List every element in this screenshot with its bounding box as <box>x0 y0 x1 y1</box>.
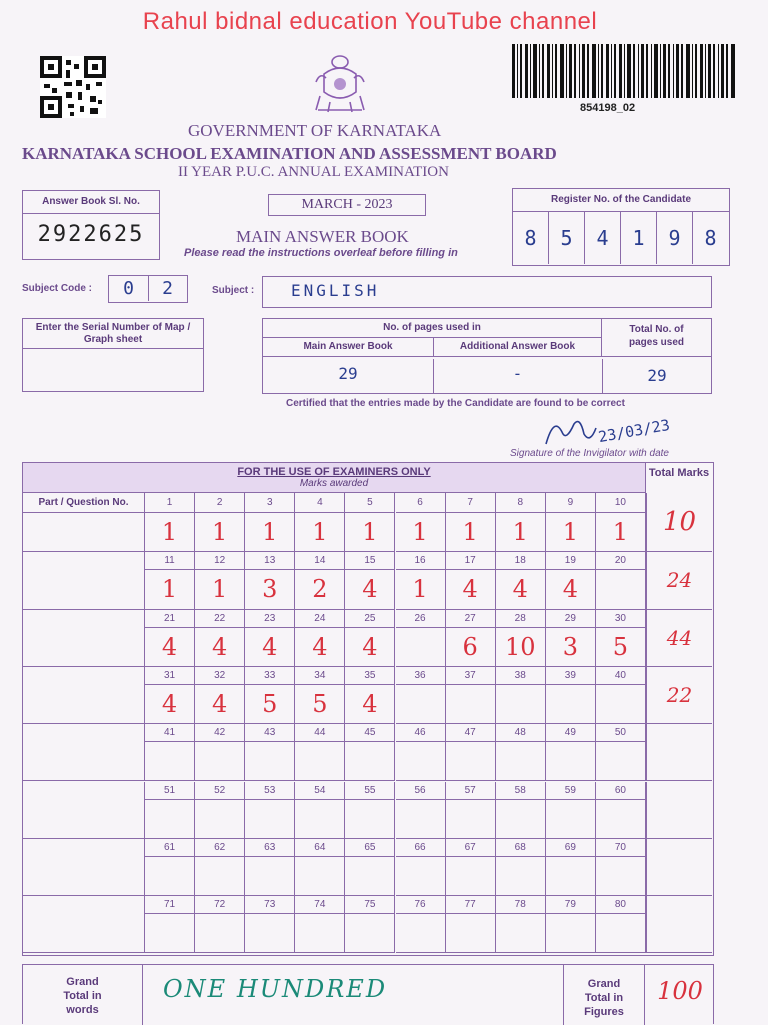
mark-cell <box>496 914 546 953</box>
question-number: 78 <box>496 896 546 914</box>
register-digit: 8 <box>513 212 549 264</box>
question-number: 70 <box>596 839 646 857</box>
question-number: 34 <box>295 667 345 685</box>
header-line-3: II YEAR P.U.C. ANNUAL EXAMINATION <box>178 164 449 180</box>
mark-cell: 1 <box>396 570 446 609</box>
barcode-icon <box>512 44 744 102</box>
question-number: 29 <box>546 610 596 628</box>
mark-cell <box>195 914 245 953</box>
subject-value: ENGLISH <box>291 281 380 300</box>
mark-cell <box>245 742 295 781</box>
mark-cell <box>546 857 596 896</box>
mark-cell <box>245 914 295 953</box>
question-number: 27 <box>446 610 496 628</box>
mark-cell <box>396 914 446 953</box>
question-number: 72 <box>195 896 245 914</box>
question-number: 45 <box>345 724 395 742</box>
subject-code-digit: 2 <box>162 278 173 299</box>
part-cell <box>23 610 145 667</box>
question-number: 39 <box>546 667 596 685</box>
main-book-label: Main Answer Book <box>263 338 434 357</box>
mark-cell: 1 <box>245 513 295 552</box>
mark-cell: 4 <box>345 685 395 724</box>
mark-cell <box>596 685 646 724</box>
mark-cell: 3 <box>245 570 295 609</box>
mark-cell <box>596 914 646 953</box>
subject-label: Subject : <box>212 285 255 296</box>
grand-total-words-label: Grand Total in words <box>23 965 143 1025</box>
question-number: 62 <box>195 839 245 857</box>
question-number: 49 <box>546 724 596 742</box>
mark-cell <box>345 742 395 781</box>
invigilator-signature <box>540 414 600 450</box>
question-number: 5 <box>345 493 395 513</box>
mark-cell <box>396 628 446 667</box>
mark-cell <box>546 800 596 839</box>
question-number: 1 <box>145 493 195 513</box>
grand-total-words-value: ONE HUNDRED <box>163 975 388 1003</box>
examiners-title: FOR THE USE OF EXAMINERS ONLY <box>237 466 431 478</box>
mark-cell <box>446 914 496 953</box>
mark-cell <box>496 857 546 896</box>
main-answer-book-title: MAIN ANSWER BOOK <box>236 227 409 246</box>
subject-code-box <box>108 275 188 303</box>
mark-cell: 4 <box>295 628 345 667</box>
subject-code-digit: 0 <box>109 276 149 301</box>
mark-cell: 4 <box>345 628 395 667</box>
part-cell <box>23 513 145 552</box>
question-number: 22 <box>195 610 245 628</box>
mark-cell: 1 <box>295 513 345 552</box>
question-number: 51 <box>145 782 195 800</box>
mark-cell: 4 <box>145 685 195 724</box>
question-number: 80 <box>596 896 646 914</box>
mark-cell <box>446 857 496 896</box>
mark-cell <box>145 800 195 839</box>
question-number: 65 <box>345 839 395 857</box>
mark-cell: 4 <box>195 628 245 667</box>
question-number: 50 <box>596 724 646 742</box>
mark-cell: 5 <box>596 628 646 667</box>
mark-cell <box>345 857 395 896</box>
question-number: 44 <box>295 724 345 742</box>
mark-cell <box>496 742 546 781</box>
header-line-1: GOVERNMENT OF KARNATAKA <box>188 121 442 140</box>
mark-cell: 4 <box>145 628 195 667</box>
question-number: 46 <box>396 724 446 742</box>
part-question-label: Part / Question No. <box>23 493 145 513</box>
question-number: 76 <box>396 896 446 914</box>
mark-cell: 1 <box>145 570 195 609</box>
mark-cell: 1 <box>596 513 646 552</box>
certified-text: Certified that the entries made by the Candidate are found to be correct <box>286 398 625 409</box>
mark-cell <box>496 800 546 839</box>
question-number: 63 <box>245 839 295 857</box>
question-number: 60 <box>596 782 646 800</box>
examiners-table <box>22 462 714 956</box>
mark-cell: 4 <box>496 570 546 609</box>
mark-cell <box>396 857 446 896</box>
mark-cell <box>596 800 646 839</box>
row-total-mark: 10 <box>646 493 712 552</box>
question-number: 37 <box>446 667 496 685</box>
question-number: 23 <box>245 610 295 628</box>
mark-cell <box>345 914 395 953</box>
register-digit: 4 <box>585 212 621 264</box>
part-cell <box>23 667 145 724</box>
mark-cell: 1 <box>145 513 195 552</box>
mark-cell <box>295 800 345 839</box>
question-number: 58 <box>496 782 546 800</box>
map-sheet-box <box>22 318 204 392</box>
part-cell <box>23 782 145 839</box>
additional-book-pages: - <box>512 364 523 383</box>
question-number: 18 <box>496 552 546 570</box>
total-pages-value: 29 <box>602 359 711 393</box>
mark-cell: 4 <box>195 685 245 724</box>
mark-cell <box>145 742 195 781</box>
row-total-mark: 44 <box>646 610 712 667</box>
grand-total-box <box>22 964 714 1024</box>
mark-cell: 1 <box>396 513 446 552</box>
question-number: 47 <box>446 724 496 742</box>
mark-cell <box>546 914 596 953</box>
mark-cell <box>195 800 245 839</box>
question-number: 66 <box>396 839 446 857</box>
mark-cell <box>446 800 496 839</box>
question-number: 36 <box>396 667 446 685</box>
mark-cell: 1 <box>195 570 245 609</box>
part-cell <box>23 839 145 896</box>
mark-cell <box>295 914 345 953</box>
question-number: 79 <box>546 896 596 914</box>
row-total-mark <box>646 724 712 781</box>
row-total-mark <box>646 782 712 839</box>
invigilator-date: 23/03/23 <box>596 415 672 447</box>
register-number-label: Register No. of the Candidate <box>513 189 729 212</box>
question-number: 56 <box>396 782 446 800</box>
question-number: 8 <box>496 493 546 513</box>
question-number: 21 <box>145 610 195 628</box>
mark-cell <box>496 685 546 724</box>
part-cell <box>23 552 145 609</box>
question-number: 61 <box>145 839 195 857</box>
mark-cell: 4 <box>345 570 395 609</box>
mark-cell <box>396 742 446 781</box>
question-number: 77 <box>446 896 496 914</box>
pages-used-header: No. of pages used in <box>263 319 601 338</box>
subject-box <box>262 276 712 308</box>
question-number: 25 <box>345 610 395 628</box>
mark-cell <box>245 800 295 839</box>
mark-cell: 5 <box>245 685 295 724</box>
answer-book-serial-value: 2922625 <box>37 222 145 247</box>
mark-cell: 4 <box>446 570 496 609</box>
mark-cell <box>145 857 195 896</box>
mark-cell: 5 <box>295 685 345 724</box>
question-number: 6 <box>396 493 446 513</box>
mark-cell <box>396 800 446 839</box>
mark-cell <box>345 800 395 839</box>
question-number: 71 <box>145 896 195 914</box>
register-digit: 5 <box>549 212 585 264</box>
examiners-subtitle: Marks awarded <box>299 478 369 489</box>
mark-cell <box>596 742 646 781</box>
question-number: 14 <box>295 552 345 570</box>
question-number: 7 <box>446 493 496 513</box>
question-number: 19 <box>546 552 596 570</box>
part-cell <box>23 896 145 953</box>
question-number: 48 <box>496 724 546 742</box>
question-number: 20 <box>596 552 646 570</box>
watermark-text: Rahul bidnal education YouTube channel <box>142 8 598 35</box>
qr-code-icon <box>40 56 106 118</box>
question-number: 12 <box>195 552 245 570</box>
pages-used-box <box>262 318 712 394</box>
mark-cell <box>446 685 496 724</box>
examiners-header <box>23 463 646 493</box>
register-digit: 8 <box>704 226 717 250</box>
mark-cell: 10 <box>496 628 546 667</box>
mark-cell <box>596 857 646 896</box>
additional-book-label: Additional Answer Book <box>434 338 601 357</box>
total-marks-header: Total Marks <box>648 467 710 479</box>
question-number: 43 <box>245 724 295 742</box>
fill-instruction: Please read the instructions overleaf before filling in <box>184 247 458 259</box>
karnataka-emblem-icon <box>312 52 368 114</box>
row-total-mark: 22 <box>646 667 712 724</box>
answer-book-serial-label: Answer Book Sl. No. <box>23 191 159 214</box>
question-number: 33 <box>245 667 295 685</box>
main-book-pages: 29 <box>263 359 434 393</box>
question-number: 69 <box>546 839 596 857</box>
question-number: 32 <box>195 667 245 685</box>
mark-cell <box>145 914 195 953</box>
question-number: 41 <box>145 724 195 742</box>
question-number: 59 <box>546 782 596 800</box>
mark-cell <box>446 742 496 781</box>
question-number: 54 <box>295 782 345 800</box>
mark-cell: 1 <box>345 513 395 552</box>
question-number: 42 <box>195 724 245 742</box>
question-number: 24 <box>295 610 345 628</box>
question-number: 15 <box>345 552 395 570</box>
question-number: 11 <box>145 552 195 570</box>
mark-cell: 2 <box>295 570 345 609</box>
mark-cell <box>295 742 345 781</box>
question-number: 13 <box>245 552 295 570</box>
total-pages-label: Total No. of pages used <box>601 319 711 357</box>
question-number: 38 <box>496 667 546 685</box>
question-number: 16 <box>396 552 446 570</box>
mark-cell: 1 <box>446 513 496 552</box>
invigilator-label: Signature of the Invigilator with date <box>510 448 669 459</box>
mark-cell: 1 <box>546 513 596 552</box>
exam-month: MARCH - 2023 <box>301 197 393 212</box>
question-number: 73 <box>245 896 295 914</box>
question-number: 10 <box>596 493 646 513</box>
question-number: 26 <box>396 610 446 628</box>
question-number: 64 <box>295 839 345 857</box>
mark-cell <box>546 742 596 781</box>
mark-cell <box>245 857 295 896</box>
question-number: 2 <box>195 493 245 513</box>
row-total-mark <box>646 896 712 953</box>
question-number: 67 <box>446 839 496 857</box>
question-number: 30 <box>596 610 646 628</box>
grand-total-figures-value: 100 <box>657 977 703 1005</box>
question-number: 68 <box>496 839 546 857</box>
row-total-mark <box>646 839 712 896</box>
question-number: 28 <box>496 610 546 628</box>
question-number: 9 <box>546 493 596 513</box>
question-number: 4 <box>295 493 345 513</box>
question-number: 52 <box>195 782 245 800</box>
question-number: 31 <box>145 667 195 685</box>
exam-month-box <box>268 194 426 216</box>
register-digit: 9 <box>657 212 693 264</box>
grand-total-figures-label: Grand Total in Figures <box>563 965 645 1025</box>
mark-cell: 4 <box>546 570 596 609</box>
question-number: 40 <box>596 667 646 685</box>
question-number: 35 <box>345 667 395 685</box>
question-number: 3 <box>245 493 295 513</box>
mark-cell <box>195 857 245 896</box>
header-line-2: KARNATAKA SCHOOL EXAMINATION AND ASSESSMENT BOARD <box>22 144 557 163</box>
mark-cell: 1 <box>195 513 245 552</box>
question-number: 53 <box>245 782 295 800</box>
mark-cell <box>295 857 345 896</box>
question-number: 55 <box>345 782 395 800</box>
mark-cell <box>596 570 646 609</box>
map-sheet-label: Enter the Serial Number of Map / Graph sheet <box>23 319 203 349</box>
mark-cell <box>195 742 245 781</box>
register-digit: 1 <box>621 212 657 264</box>
mark-cell: 4 <box>245 628 295 667</box>
register-number-box <box>512 188 730 266</box>
question-number: 17 <box>446 552 496 570</box>
row-total-mark: 24 <box>646 552 712 609</box>
answer-book-serial-box <box>22 190 160 260</box>
subject-code-label: Subject Code : <box>22 283 93 294</box>
question-number: 57 <box>446 782 496 800</box>
question-number: 75 <box>345 896 395 914</box>
mark-cell <box>546 685 596 724</box>
mark-cell: 6 <box>446 628 496 667</box>
part-cell <box>23 724 145 781</box>
mark-cell: 1 <box>496 513 546 552</box>
mark-cell: 3 <box>546 628 596 667</box>
barcode-number: 854198_02 <box>580 102 636 114</box>
question-number: 74 <box>295 896 345 914</box>
mark-cell <box>396 685 446 724</box>
